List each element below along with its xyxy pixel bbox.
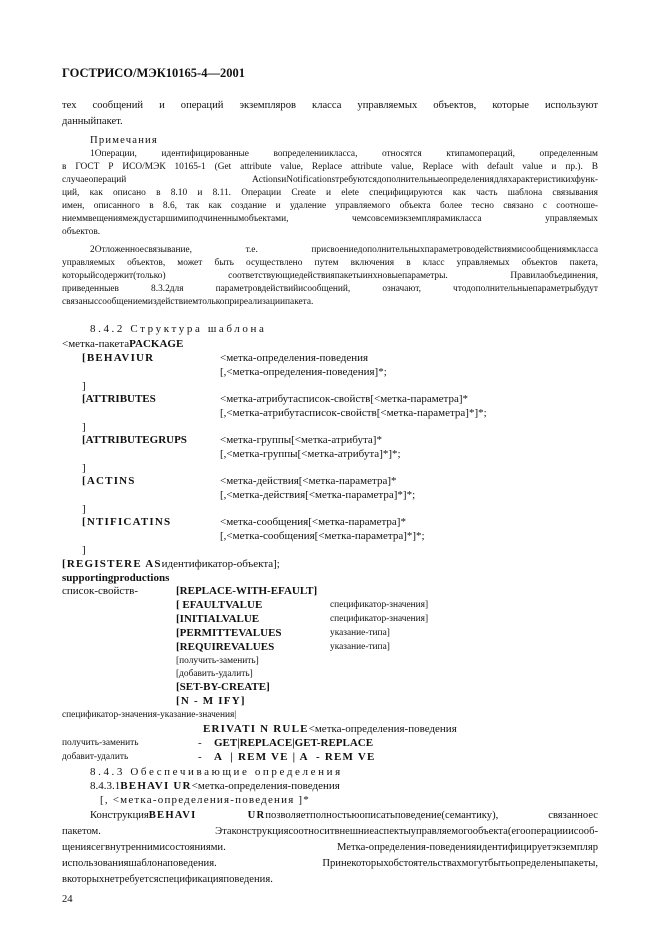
- attributes-keyword: [ATTRIBUTES: [82, 393, 156, 405]
- supporting-productions: supportingproductions: [62, 572, 170, 584]
- no-modify: [N - M IFY]: [176, 695, 246, 707]
- add-remove-option: [добавить-удалить]: [176, 669, 253, 679]
- attributes-def-2: [,<метка-атрибутасписок-свойств[<метка-параметра]*]*;: [220, 407, 487, 419]
- behaviour-keyword: BEHAVI UR: [120, 780, 192, 792]
- behaviour-def-2: [,<метка-определения-поведения]*;: [220, 366, 387, 378]
- page-number: 24: [62, 894, 73, 905]
- behaviour-para-line: использованияшаблонаповедения. Принекоторыхобстоятельствахмогутбытьопределеныпакеты,: [62, 858, 598, 869]
- close-bracket: ]: [82, 380, 86, 392]
- get-replace-option: [получить-заменить]: [176, 656, 259, 666]
- required-values-spec: указание-типа]: [330, 642, 390, 652]
- registered-as-line: [62, 557, 280, 571]
- derivation-rule-keyword: ERIVATI N RULE: [203, 723, 309, 735]
- subsection-line-2: [, <метка-определения-поведения ]*: [100, 794, 310, 806]
- package-label: <метка-пакета: [62, 338, 130, 350]
- attributes-def-1: <метка-атрибутасписок-свойств[<метка-параметра]*: [220, 393, 469, 405]
- groups-keyword: [ATTRIBUTEGRUPS: [82, 434, 187, 446]
- required-values-keyword: [REQUIREVALUES: [176, 641, 275, 653]
- replace-with-default: [REPLACE-WITH-EFAULT]: [176, 585, 318, 597]
- notifications-def-2: [,<метка-сообщения[<метка-параметра]*]*;: [220, 530, 425, 542]
- subsection-rest: <метка-определения-поведения: [191, 780, 340, 792]
- para-rest: позволяетполностьюописатьповедение(семантику), связанноес: [265, 810, 598, 821]
- actions-def-2: [,<метка-действия[<метка-параметра]*]*;: [220, 489, 416, 501]
- note-2-line: 2Отложенноесвязывание, т.е. присвоениедополнительныхпараметроводействиямисообщениямкласса: [90, 245, 598, 255]
- groups-def-1: <метка-группы[<метка-атрибута]*: [220, 434, 382, 446]
- note-2-line: приведенныев 8.3.2для параметровдействийисообщений, означают, чтодополнительныепараметрыбудут: [62, 284, 598, 294]
- derivation-rule-rest: <метка-определения-поведения: [308, 723, 457, 735]
- note-2-line: которыйсодержит(только) соответствующиедействияпакетыинхновыепараметры. Правилаобъединения,: [62, 271, 598, 281]
- behaviour-keyword: BEHAVI UR: [148, 810, 266, 821]
- note-1-line: случаеопераций ActionsиNotificationsтребуютсядополнительныеопределениядляхарактеристикихфунк-: [62, 175, 598, 185]
- note-1-line: 1Операции, идентифицированные вопределениикласса, относятся ктипамопераций, определенным: [90, 149, 598, 159]
- notifications-def-1: <метка-сообщения[<метка-параметра]*: [220, 516, 406, 528]
- package-label-line: [62, 337, 183, 351]
- package-keyword: PACKAGE: [129, 338, 184, 350]
- property-list-label: список-свойств-: [62, 585, 138, 597]
- dash: -: [198, 751, 202, 763]
- initial-value-keyword: [INITIALVALUE: [176, 613, 260, 625]
- section-heading-842: 8.4.2 Структура шаблона: [90, 323, 267, 335]
- behaviour-para-line: вкоторыхнетребуетсяспецификацияповедения.: [62, 874, 273, 885]
- note-2-line: управляемых объектов, может быть осуществлено путем включения в класс управляемых объектов пакета,: [62, 258, 598, 268]
- subsection-8431-line: [90, 779, 340, 793]
- intro-line-2: данныйпакет.: [62, 116, 123, 127]
- permitted-values-spec: указание-типа]: [330, 628, 390, 638]
- section-heading-843: 8.4.3 Обеспечивающие определения: [90, 766, 343, 778]
- get-replace-def: GET|REPLACE|GET-REPLACE: [214, 737, 374, 749]
- add-remove-def: A | REM VE | A - REM VE: [214, 751, 376, 763]
- intro-line-1: тех сообщений и операций экземпляров класса управляемых объектов, которые используют: [62, 100, 598, 111]
- close-bracket: ]: [82, 544, 86, 556]
- close-bracket: ]: [82, 503, 86, 515]
- note-1-line: объектов.: [62, 227, 101, 237]
- default-value-spec: спецификатор-значения]: [330, 600, 429, 610]
- close-bracket: ]: [82, 421, 86, 433]
- notifications-keyword: [NTIFICATINS: [82, 516, 172, 528]
- actions-def-1: <метка-действия[<метка-параметра]*: [220, 475, 397, 487]
- behaviour-para-line: пакетом. Этаконструкцияcоотноситвнешниеаспектыуправляемогообъекта(егооперациииcooб-: [62, 826, 598, 837]
- get-replace-label: получить-заменить: [62, 738, 139, 748]
- set-by-create: [SET-BY-CREATE]: [176, 681, 270, 693]
- running-header: ГОСТРИСО/МЭК10165-4—2001: [62, 66, 245, 80]
- close-bracket: ]: [82, 462, 86, 474]
- default-value-keyword: [ EFAULTVALUE: [176, 599, 263, 611]
- behaviour-para-line-1: [90, 808, 598, 824]
- behaviour-para-line: щениясегвнутреннимисостояниями. Метка-определения-поведенияидентифицируетэкземпляр: [62, 842, 598, 853]
- behaviour-keyword: [BEHAVIUR: [82, 352, 155, 364]
- permitted-values-keyword: [PERMITTEVALUES: [176, 627, 282, 639]
- registered-as-rest: идентификатор-объекта];: [161, 558, 280, 570]
- subsection-number: 8.4.3.1: [90, 780, 121, 792]
- dash: -: [198, 737, 202, 749]
- notes-title: Примечания: [90, 135, 158, 146]
- behaviour-def-1: <метка-определения-поведения: [220, 352, 369, 364]
- note-1-line: имен, описанного в 8.6, так как создание и удаление управляемого объекта более тесно связано с соотноше-: [62, 201, 598, 211]
- groups-def-2: [,<метка-группы[<метка-атрибута]*]*;: [220, 448, 401, 460]
- note-1-line: в ГОСТ Р ИСО/МЭК 10165-1 (Get attribute value, Replace attribute value, Replace with default value и пр.). В: [62, 162, 598, 172]
- derivation-rule-line: [203, 722, 457, 736]
- actions-keyword: [ACTINS: [82, 475, 136, 487]
- note-1-line: ций, как описано в 8.10 и 8.11. Операции Create и elete специфицируются как часть шаблона связывания: [62, 188, 598, 198]
- registered-as-keyword: [REGISTERE AS: [62, 558, 162, 570]
- add-remove-label: добавит-удалить: [62, 752, 129, 762]
- para-start: Конструкция: [90, 810, 149, 821]
- spec-value-line: спецификатор-значения-указание-значения|: [62, 710, 237, 720]
- note-2-line: связаныссообщениемиздействиемтолькоприреализациипакета.: [62, 297, 314, 307]
- initial-value-spec: спецификатор-значения]: [330, 614, 429, 624]
- note-1-line: ниеммвещениямеждустаршимиподчиненнымобъектами, чемсовсемиэкземплярамикласса управляемых: [62, 214, 598, 224]
